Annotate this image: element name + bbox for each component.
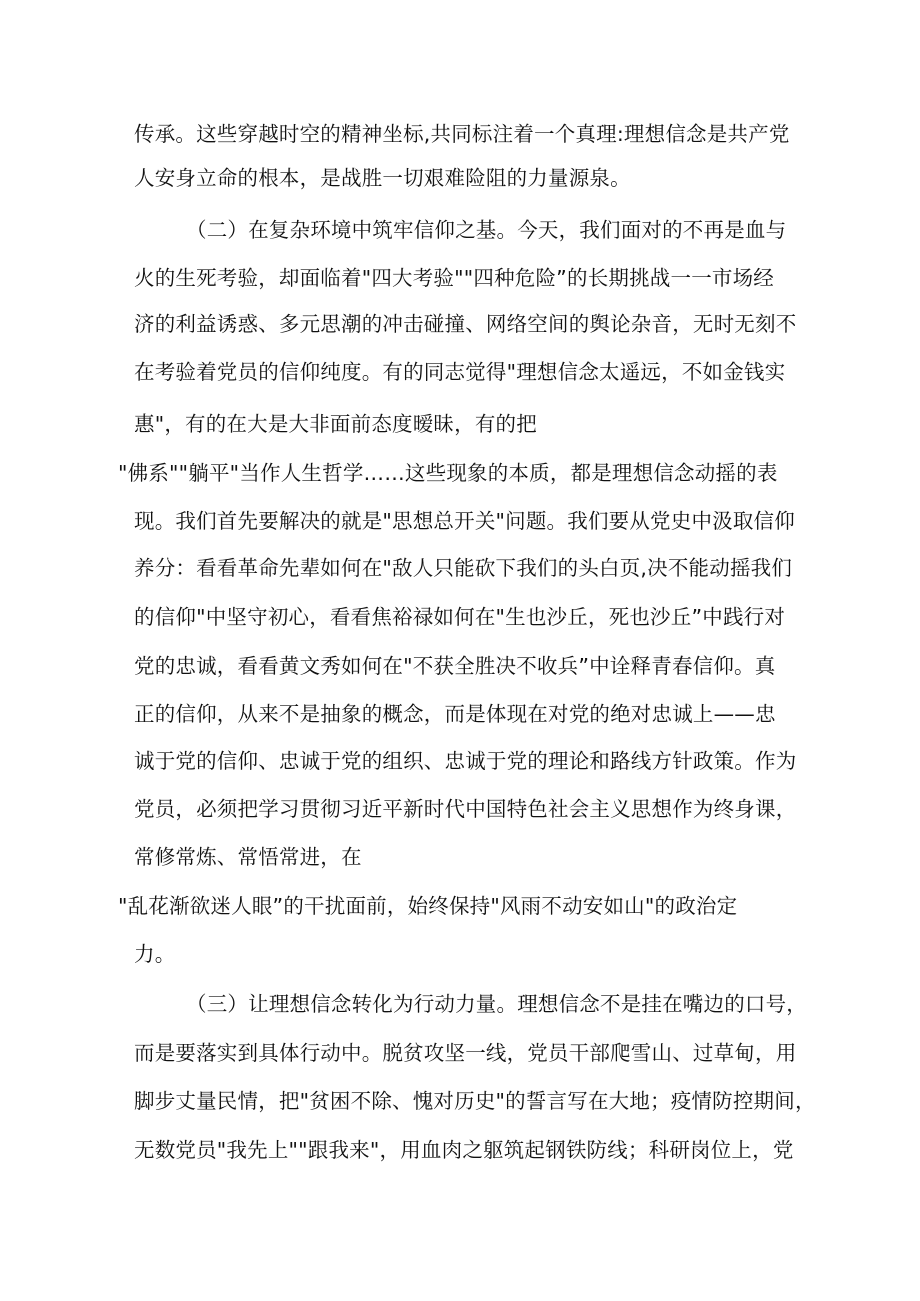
text-line: 而是要落实到具体行动中。脱贫攻坚一线，党员干部爬雪山、过草甸，用 — [134, 1041, 797, 1065]
text-line: 正的信仰，从来不是抽象的概念，而是体现在对党的绝对忠诚上——忠 — [134, 702, 776, 726]
text-line: 惠"，有的在大是大非面前态度暧昧，有的把 — [134, 412, 537, 436]
text-line: 传承。这些穿越时空的精神坐标,共同标注着一个真理:理想信念是共产党 — [134, 122, 790, 146]
text-line: 人安身立命的根本，是战胜一切艰难险阻的力量源泉。 — [134, 166, 631, 190]
text-line: "佛系""躺平"当作人生哲学……这些现象的本质，都是理想信念动摇的表 — [118, 461, 778, 485]
text-line: 的信仰"中坚守初心，看看焦裕禄如何在"生也沙丘，死也沙丘”中践行对 — [134, 605, 786, 629]
text-line: 火的生死考验，却面临着"四大考验""四种危险”的长期挑战一一市场经 — [134, 266, 775, 290]
text-line: 现。我们首先要解决的就是"思想总开关"问题。我们要从党史中汲取信仰 — [134, 509, 795, 533]
text-line: 常修常炼、常悟常进，在 — [134, 845, 362, 869]
text-line: 在考验着党员的信仰纯度。有的同志觉得"理想信念太遥远，不如金钱实 — [134, 360, 786, 384]
text-line: 党的忠诚，看看黄文秀如何在"不获全胜决不收兵”中诠释青春信仰。真 — [134, 654, 776, 678]
text-line: 力。 — [134, 942, 176, 966]
text-line: 养分：看看革命先辈如何在"敌人只能砍下我们的头白页,决不能动摇我们 — [134, 556, 793, 580]
paragraph-heading-2: （二）在复杂环境中筑牢信仰之基。今天，我们面对的不再是血与 — [186, 218, 787, 242]
text-line: 无数党员"我先上""跟我来"，用血肉之躯筑起钢铁防线；科研岗位上，党 — [134, 1138, 794, 1162]
paragraph-heading-3: （三）让理想信念转化为行动力量。理想信念不是挂在嘴边的口号， — [186, 992, 807, 1016]
text-line: 济的利益诱惑、多元思潮的冲击碰撞、网络空间的舆论杂音，无时无刻不 — [134, 312, 797, 336]
text-line: 脚步丈量民情，把"贫困不除、愧对历史"的誓言写在大地；疫情防控期间， — [134, 1089, 816, 1113]
text-line: 党员，必须把学习贯彻习近平新时代中国特色社会主义思想作为终身课， — [134, 797, 797, 821]
text-line: 诚于党的信仰、忠诚于党的组织、忠诚于党的理论和路线方针政策。作为 — [134, 749, 797, 773]
text-line: "乱花渐欲迷人眼”的干扰面前，始终保持"风雨不动安如山"的政治定 — [118, 894, 738, 918]
